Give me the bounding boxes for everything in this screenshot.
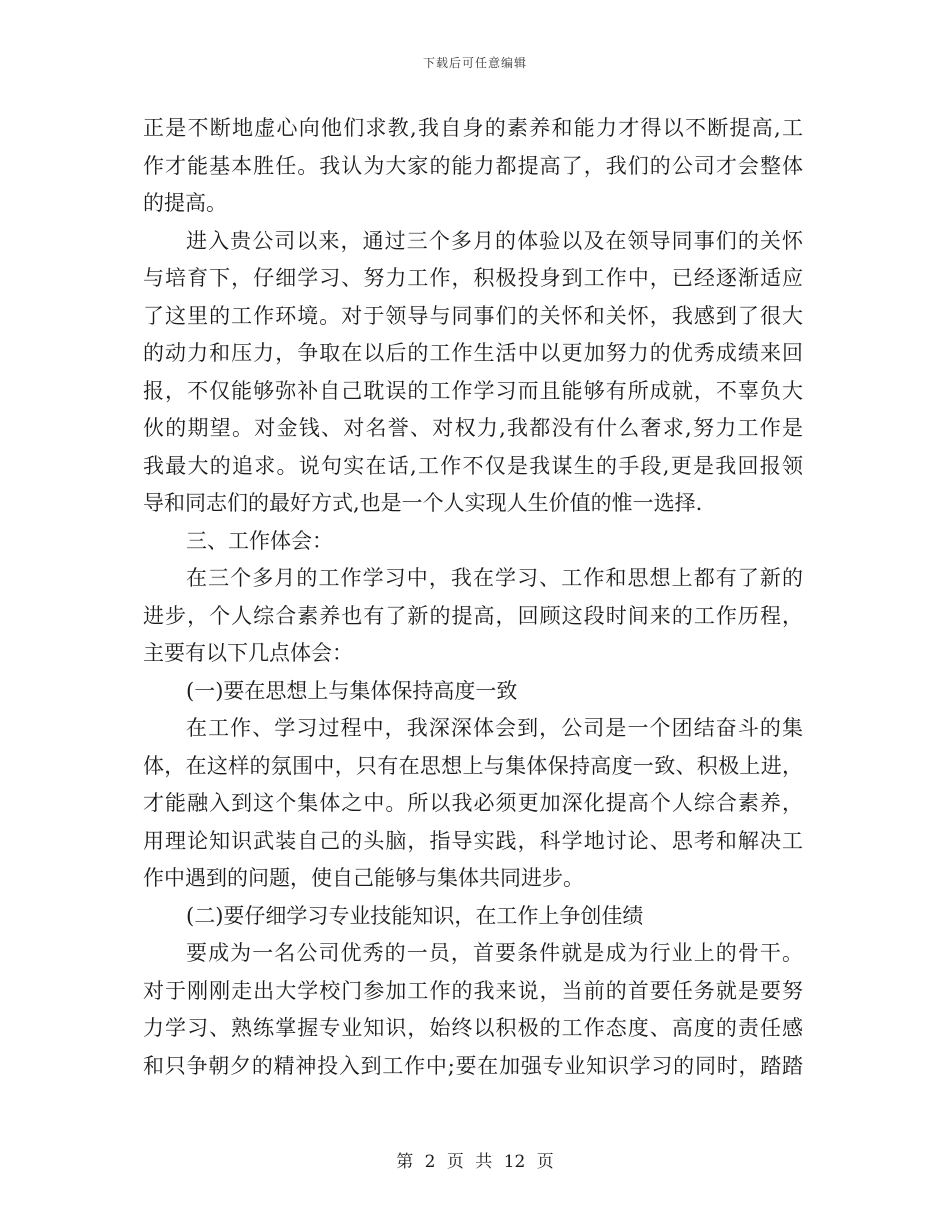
text-line: 才能融入到这个集体之中。所以我必须更加深化提高个人综合素养， — [143, 791, 803, 815]
text-line: 导和同志们的最好方式,也是一个人实现人生价值的惟一选择. — [143, 491, 703, 515]
page-header: 下载后可任意编辑 — [422, 56, 527, 70]
text-line: 了这里的工作环境。对于领导与同事们的关怀和关怀，我感到了很大 — [143, 303, 803, 328]
text-line: 要成为一名公司优秀的一员，首要条件就是成为行业上的骨干。 — [186, 941, 803, 965]
text-line: 的动力和压力，争取在以后的工作生活中以更加努力的优秀成绩来回 — [143, 341, 803, 365]
text-line: 体，在这样的氛围中，只有在思想上与集体保持高度一致、积极上进， — [143, 753, 803, 778]
text-line: 我最大的追求。说句实在话,工作不仅是我谋生的手段,更是我回报领 — [143, 453, 803, 478]
text-line: 伙的期望。对金钱、对名誉、对权力,我都没有什么奢求,努力工作是 — [143, 416, 803, 440]
text-line: 在三个多月的工作学习中，我在学习、工作和思想上都有了新的 — [186, 566, 803, 590]
page-footer: 第 2 页 共 12 页 — [396, 1152, 554, 1172]
text-line: 用理论知识武装自己的头脑，指导实践，科学地讨论、思考和解决工 — [143, 828, 803, 853]
document-body — [143, 110, 803, 1085]
text-line: 与培育下，仔细学习、努力工作，积极投身到工作中，已经逐渐适应 — [143, 266, 803, 290]
text-line: 报，不仅能够弥补自己耽误的工作学习而且能够有所成就，不辜负大 — [143, 378, 803, 403]
text-line: 主要有以下几点体会： — [143, 641, 353, 665]
text-line: 力学习、熟练掌握专业知识，始终以积极的工作态度、高度的责任感 — [143, 1016, 803, 1040]
text-line: (一)要在思想上与集体保持高度一致 — [186, 678, 518, 703]
text-line: 作才能基本胜任。我认为大家的能力都提高了，我们的公司才会整体 — [143, 153, 803, 178]
text-line: 进入贵公司以来，通过三个多月的体验以及在领导同事们的关怀 — [186, 228, 803, 253]
text-line: 对于刚刚走出大学校门参加工作的我来说，当前的首要任务就是要努 — [143, 978, 803, 1003]
text-line: 和只争朝夕的精神投入到工作中;要在加强专业知识学习的同时，踏踏 — [143, 1053, 803, 1078]
text-line: 的提高。 — [143, 191, 227, 215]
text-line: (二)要仔细学习专业技能知识，在工作上争创佳绩 — [186, 903, 644, 928]
text-line: 进步，个人综合素养也有了新的提高，回顾这段时间来的工作历程， — [143, 603, 803, 628]
text-line: 作中遇到的问题，使自己能够与集体共同进步。 — [143, 866, 584, 890]
text-line: 正是不断地虚心向他们求教,我自身的素养和能力才得以不断提高,工 — [143, 116, 803, 140]
text-line: 在工作、学习过程中，我深深体会到，公司是一个团结奋斗的集 — [186, 716, 803, 740]
text-line: 三、工作体会： — [186, 528, 333, 553]
